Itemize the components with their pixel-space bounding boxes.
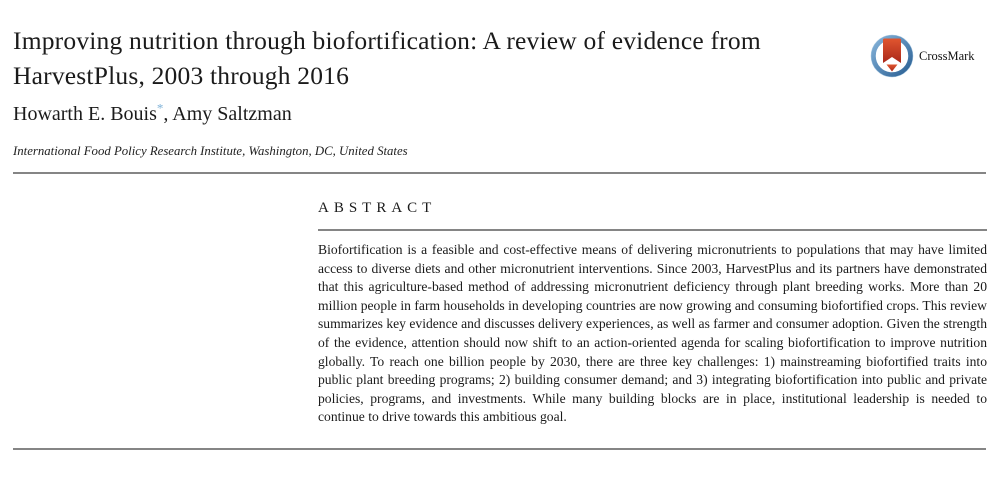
abstract-heading: ABSTRACT xyxy=(318,200,437,216)
divider-bottom xyxy=(13,448,986,450)
abstract-body: Biofortification is a feasible and cost-effective means of delivering micronutrients to populations that may have limited access to diverse diets and other micronutrient interventions. Since 2003, HarvestPlus and its partners have demonstrated that this agriculture-based method of addressing micronutrient deficiency through plant breeding works. More than 20 million people in farm households in developing countries are now growing and consuming biofortified crops. This review summarizes key evidence and discusses delivery experiences, as well as farmer and consumer adoption. Given the strength of the evidence, attention should now shift to an action-oriented agenda for scaling biofortification to improve nutrition globally. To reach one billion people by 2030, there are three key challenges: 1) mainstreaming biofortified traits into public plant breeding programs; 2) building consumer demand; and 3) integrating biofortification into public and private policies, programs, and investments. While many building blocks are in place, institutional leadership is needed to continue to drive towards this ambitious goal. xyxy=(318,242,987,425)
corresponding-author-link[interactable]: * xyxy=(156,100,164,116)
crossmark-label: CrossMark xyxy=(919,48,975,63)
author-first: Howarth E. Bouis xyxy=(13,103,157,125)
article-title xyxy=(13,24,858,93)
article-title-line-2: HarvestPlus, 2003 through 2016 xyxy=(13,60,350,90)
affiliation: International Food Policy Research Institute, Washington, DC, United States xyxy=(13,144,408,158)
divider-top xyxy=(13,172,986,174)
crossmark-icon xyxy=(870,32,916,80)
crossmark-badge[interactable] xyxy=(870,31,992,81)
article-title-line-1: Improving nutrition through biofortification: A review of evidence from xyxy=(13,26,761,55)
divider-abstract xyxy=(318,229,987,231)
author-rest: , Amy Saltzman xyxy=(163,103,292,125)
authors-line xyxy=(13,100,292,126)
